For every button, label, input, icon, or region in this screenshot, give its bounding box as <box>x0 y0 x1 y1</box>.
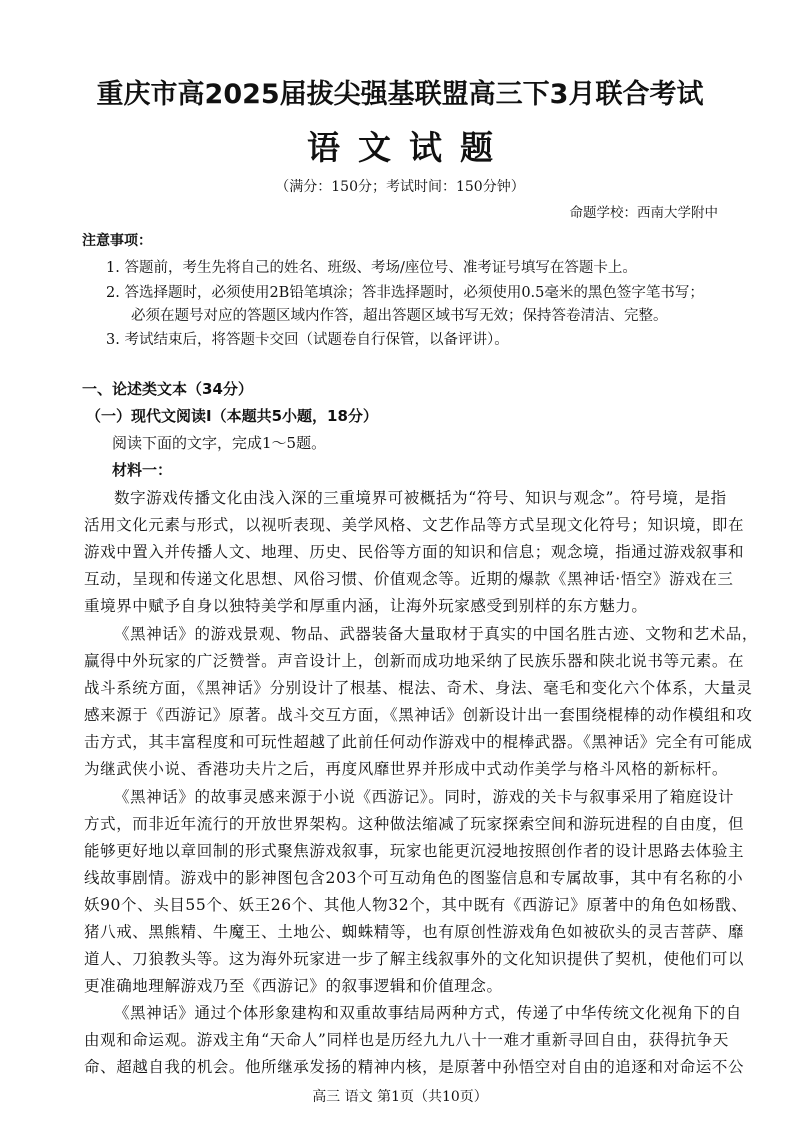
text-line: 互动，呈现和传递文化思想、风俗习惯、价值观念等。近期的爆款《黑神话·悟空》游戏在三 <box>84 570 734 588</box>
notice-item-3: 3. 考试结束后，将答题卡交回（试题卷自行保管，以备评讲）。 <box>106 332 509 348</box>
text-line: 《黑神话》的游戏景观、物品、武器装备大量取材于真实的中国名胜古迹、文物和艺术品， <box>114 625 759 643</box>
text-line: 由观和命运观。游戏主角“天命人”同样也是历经九九八十一难才重新寻回自由，获得抗争天 <box>84 1031 729 1049</box>
text-line: 游戏中置入并传播人文、地理、历史、民俗等方面的知识和信息；观念境，指通过游戏叙事和 <box>84 543 745 561</box>
text-line: 重境界中赋予自身以独特美学和厚重内涵，让海外玩家感受到别样的东方魅力。 <box>84 597 648 615</box>
text-line: 能够更好地以章回制的形式聚焦游戏叙事，玩家也能更沉浸地按照创作者的设计思路去体验主 <box>84 842 745 860</box>
section-heading: 一、论述类文本（34分） <box>82 380 253 398</box>
text-line: 命、超越自我的机会。他所继承发扬的精神内核，是原著中孙悟空对自由的追逐和对命运不公 <box>84 1058 745 1076</box>
subject-title: 语文试题 <box>307 128 511 167</box>
text-line: 道人、刀狼教头等。这为海外玩家进一步了解主线叙事外的文化知识提供了契机，使他们可以 <box>84 950 745 968</box>
notice-heading: 注意事项： <box>82 233 152 249</box>
material-label: 材料一： <box>112 461 173 479</box>
score-time-line: （满分：150分；考试时间：150分钟） <box>275 179 525 195</box>
setter-school: 命题学校：西南大学附中 <box>569 205 718 221</box>
text-line: 《黑神话》通过个体形象建构和双重故事结局两种方式，传递了中华传统文化视角下的自 <box>114 1004 742 1022</box>
notice-item-2-continued: 必须在题号对应的答题区域内作答，超出答题区域书写无效；保持答卷清洁、完整。 <box>131 308 668 324</box>
text-line: 猪八戒、黑熊精、牛魔王、土地公、蜘蛛精等，也有原创性游戏角色如被砍头的灵吉菩萨、靡 <box>84 923 745 941</box>
text-line: 击方式，其丰富程度和可玩性超越了此前任何动作游戏中的棍棒武器。《黑神话》完全有可能成 <box>84 733 753 751</box>
text-line: 感来源于《西游记》原著。战斗交互方面，《黑神话》创新设计出一套围绕棍棒的动作模组和攻 <box>84 706 753 724</box>
text-line: 方式，而非近年流行的开放世界架构。这种做法缩减了玩家探索空间和游玩进程的自由度，但 <box>84 815 745 833</box>
exam-title: 重庆市高2025届拔尖强基联盟高三下3月联合考试 <box>96 79 704 110</box>
notice-item-2: 2. 答选择题时，必须使用2B铅笔填涂；答非选择题时，必须使用0.5毫米的黑色签字笔书写； <box>106 285 704 301</box>
text-line: 线故事剧情。游戏中的影神图包含203个可互动角色的图鉴信息和专属故事，其中有名称的小 <box>84 869 744 887</box>
text-line: 妖90个、头目55个、妖王26个、其他人物32个，其中既有《西游记》原著中的角色如杨戬、 <box>84 896 748 914</box>
subsection-heading: （一）现代文阅读Ⅰ（本题共5小题，18分） <box>86 407 378 425</box>
text-line: 为继武侠小说、香港功夫片之后，再度风靡世界并形成中式动作美学与格斗风格的新标杆。 <box>84 760 729 778</box>
text-line: 数字游戏传播文化由浅入深的三重境界可被概括为“符号、知识与观念”。符号境，是指 <box>114 489 727 507</box>
text-line: 《黑神话》的故事灵感来源于小说《西游记》。同时，游戏的关卡与叙事采用了箱庭设计 <box>114 788 735 806</box>
text-line: 赢得中外玩家的广泛赞誉。声音设计上，创新而成功地采纳了民族乐器和陕北说书等元素。在 <box>84 652 745 670</box>
text-line: 活用文化元素与形式，以视听表现、美学风格、文艺作品等方式呈现文化符号；知识境，即在 <box>84 516 745 534</box>
page-footer: 高三 语文 第1页（共10页） <box>312 1089 488 1105</box>
notice-item-1: 1. 答题前，考生先将自己的姓名、班级、考场/座位号、准考证号填写在答题卡上。 <box>106 260 637 276</box>
text-line: 更准确地理解游戏乃至《西游记》的叙事逻辑和价值理念。 <box>84 977 503 995</box>
text-line: 战斗系统方面，《黑神话》分别设计了根基、棍法、奇术、身法、毫毛和变化六个体系，大量灵 <box>84 679 753 697</box>
reading-instruction: 阅读下面的文字，完成1～5题。 <box>112 434 327 452</box>
